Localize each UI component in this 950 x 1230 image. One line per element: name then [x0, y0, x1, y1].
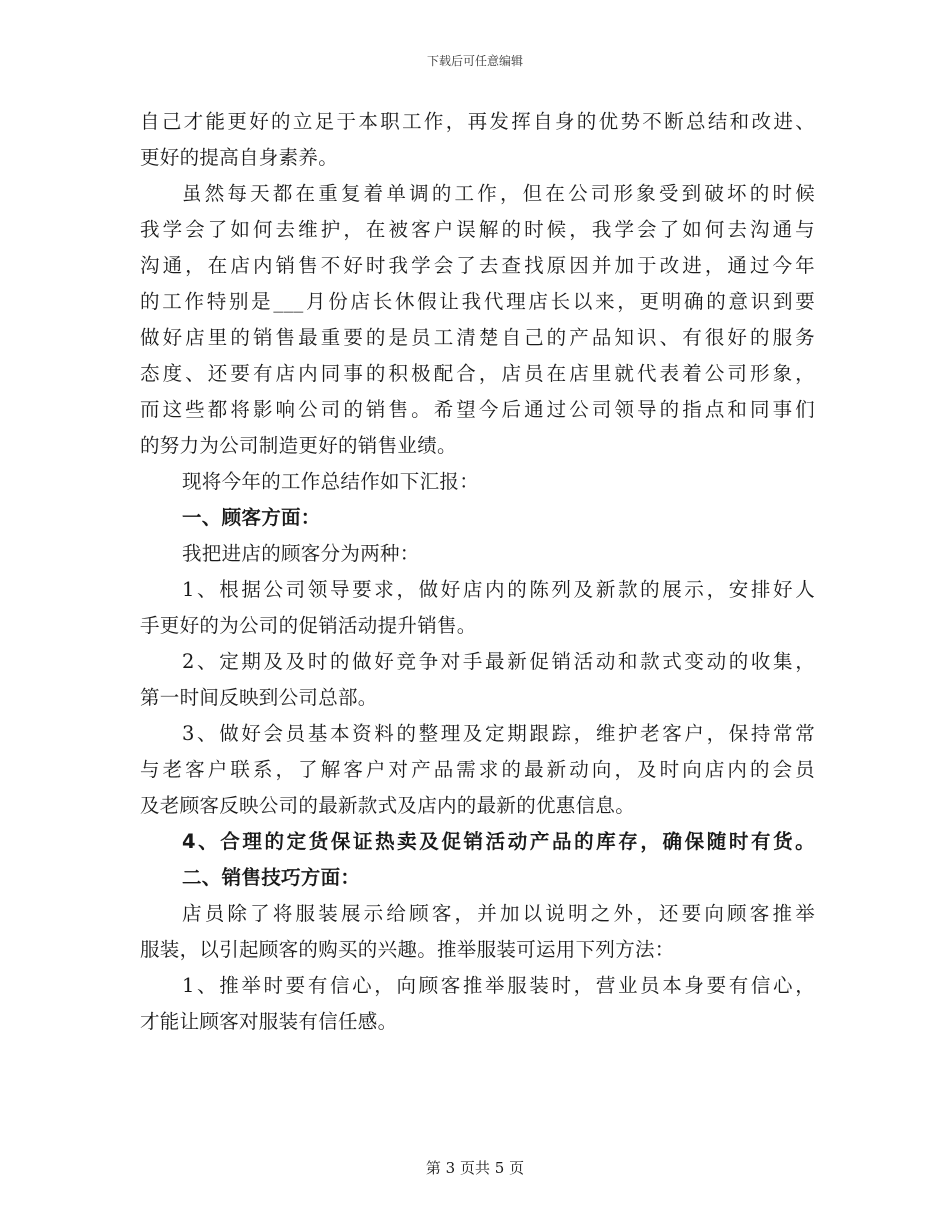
paragraph-line: 的工作特别是___月份店长休假让我代理店长以来，更明确的意识到要 [140, 290, 815, 313]
paragraph-line: 而这些都将影响公司的销售。希望今后通过公司领导的指点和同事们 [140, 398, 815, 421]
document-body [140, 104, 815, 1040]
paragraph-line: 沟通，在店内销售不好时我学会了去查找原因并加于改进，通过今年 [140, 254, 815, 277]
page-header: 下载后可任意编辑 [426, 54, 523, 68]
paragraph-line: 的努力为公司制造更好的销售业绩。 [140, 434, 457, 457]
section-heading-line: 4、合理的定货保证热卖及促销活动产品的库存，确保随时有货。 [182, 830, 815, 853]
section-heading-line: 二、销售技巧方面： [182, 866, 361, 889]
paragraph-line: 服装，以引起顾客的购买的兴趣。推举服装可运用下列方法： [140, 938, 675, 961]
paragraph-line: 2、定期及及时的做好竞争对手最新促销活动和款式变动的收集， [182, 650, 815, 673]
paragraph-line: 3、做好会员基本资料的整理及定期跟踪，维护老客户，保持常常 [182, 722, 815, 745]
paragraph-line: 手更好的为公司的促销活动提升销售。 [140, 614, 477, 637]
paragraph-line: 第一时间反映到公司总部。 [140, 686, 378, 709]
paragraph-line: 与老客户联系，了解客户对产品需求的最新动向，及时向店内的会员 [140, 758, 815, 781]
page-footer: 第 3 页共 5 页 [425, 1159, 525, 1177]
paragraph-line: 才能让顾客对服装有信任感。 [140, 1010, 398, 1033]
section-heading-line: 一、顾客方面： [182, 506, 321, 529]
paragraph-line: 自己才能更好的立足于本职工作，再发挥自身的优势不断总结和改进、 [140, 110, 815, 133]
paragraph-line: 我把进店的顾客分为两种： [182, 542, 420, 565]
paragraph-line: 我学会了如何去维护，在被客户误解的时候，我学会了如何去沟通与 [140, 218, 815, 241]
paragraph-line: 更好的提高自身素养。 [140, 146, 339, 169]
paragraph-line: 现将今年的工作总结作如下汇报： [182, 470, 480, 493]
paragraph-line: 虽然每天都在重复着单调的工作，但在公司形象受到破坏的时候 [182, 182, 815, 205]
paragraph-line: 1、根据公司领导要求，做好店内的陈列及新款的展示，安排好人 [182, 578, 815, 601]
paragraph-line: 及老顾客反映公司的最新款式及店内的最新的优惠信息。 [140, 794, 636, 817]
paragraph-line: 店员除了将服装展示给顾客，并加以说明之外，还要向顾客推举 [182, 902, 815, 925]
paragraph-line: 态度、还要有店内同事的积极配合，店员在店里就代表着公司形象， [140, 362, 815, 385]
paragraph-line: 1、推举时要有信心，向顾客推举服装时，营业员本身要有信心， [182, 974, 815, 997]
paragraph-line: 做好店里的销售最重要的是员工清楚自己的产品知识、有很好的服务 [140, 326, 815, 349]
